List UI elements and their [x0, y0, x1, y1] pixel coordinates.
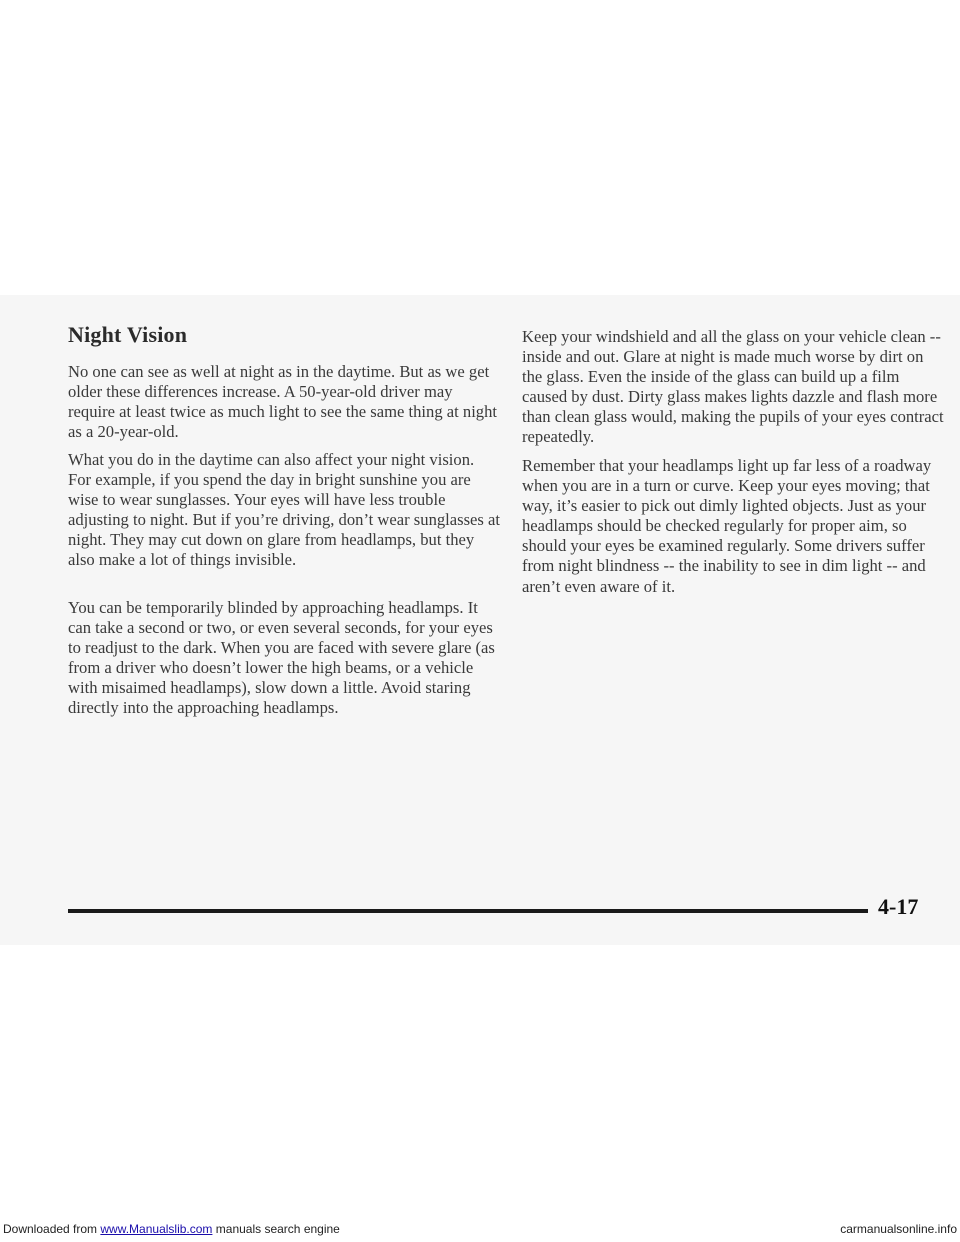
footer-watermark: carmanualsonline.info — [840, 1222, 957, 1236]
left-paragraph-2: What you do in the daytime can also affect your night vision. For example, if you spend the day in bright sunshine you are wise to wear sunglasses. Your eyes will have less trouble adjusting to night. But if you’re driving, don’t wear sunglasses at night. They may cut down on glare from headlamps, but they also make a lot of things invisible. — [68, 450, 500, 570]
footer-rule — [68, 909, 868, 913]
right-paragraph-2: Remember that your headlamps light up far less of a roadway when you are in a turn or curve. Keep your eyes moving; that way, it’s easier to pick out dimly lighted objects. Just as your headlamps should be checked regularly for proper aim, so should your eyes be examined regularly. Some drivers suffer from night blindness -- the inability to see in dim light -- and aren’t even aware of it. — [522, 456, 932, 596]
manualslib-link[interactable]: www.Manualslib.com — [100, 1222, 213, 1236]
footer-suffix: manuals search engine — [212, 1222, 340, 1236]
footer-prefix: Downloaded from — [3, 1222, 101, 1236]
section-title: Night Vision — [68, 322, 188, 347]
left-paragraph-1: No one can see as well at night as in the daytime. But as we get older these differences increase. A 50-year-old driver may require at least twice as much light to see the same thing at night as a 20-year-old. — [68, 362, 498, 442]
page-number: 4-17 — [878, 894, 919, 919]
right-paragraph-1: Keep your windshield and all the glass on your vehicle clean -- inside and out. Glare at night is made much worse by dirt on the glass. Even the inside of the glass can build up a film caused by dust. Dirty glass makes lights dazzle and flash more than clean glass would, making the pupils of your eyes contract repeatedly. — [522, 327, 944, 447]
left-paragraph-3: You can be temporarily blinded by approaching headlamps. It can take a second or two, or even several seconds, for your eyes to readjust to the dark. When you are faced with severe glare (as from a driver who doesn’t lower the high beams, or a vehicle with misaimed headlamps), slow down a little. Avoid staring directly into the approaching headlamps. — [68, 598, 495, 718]
download-footer — [3, 1222, 957, 1240]
